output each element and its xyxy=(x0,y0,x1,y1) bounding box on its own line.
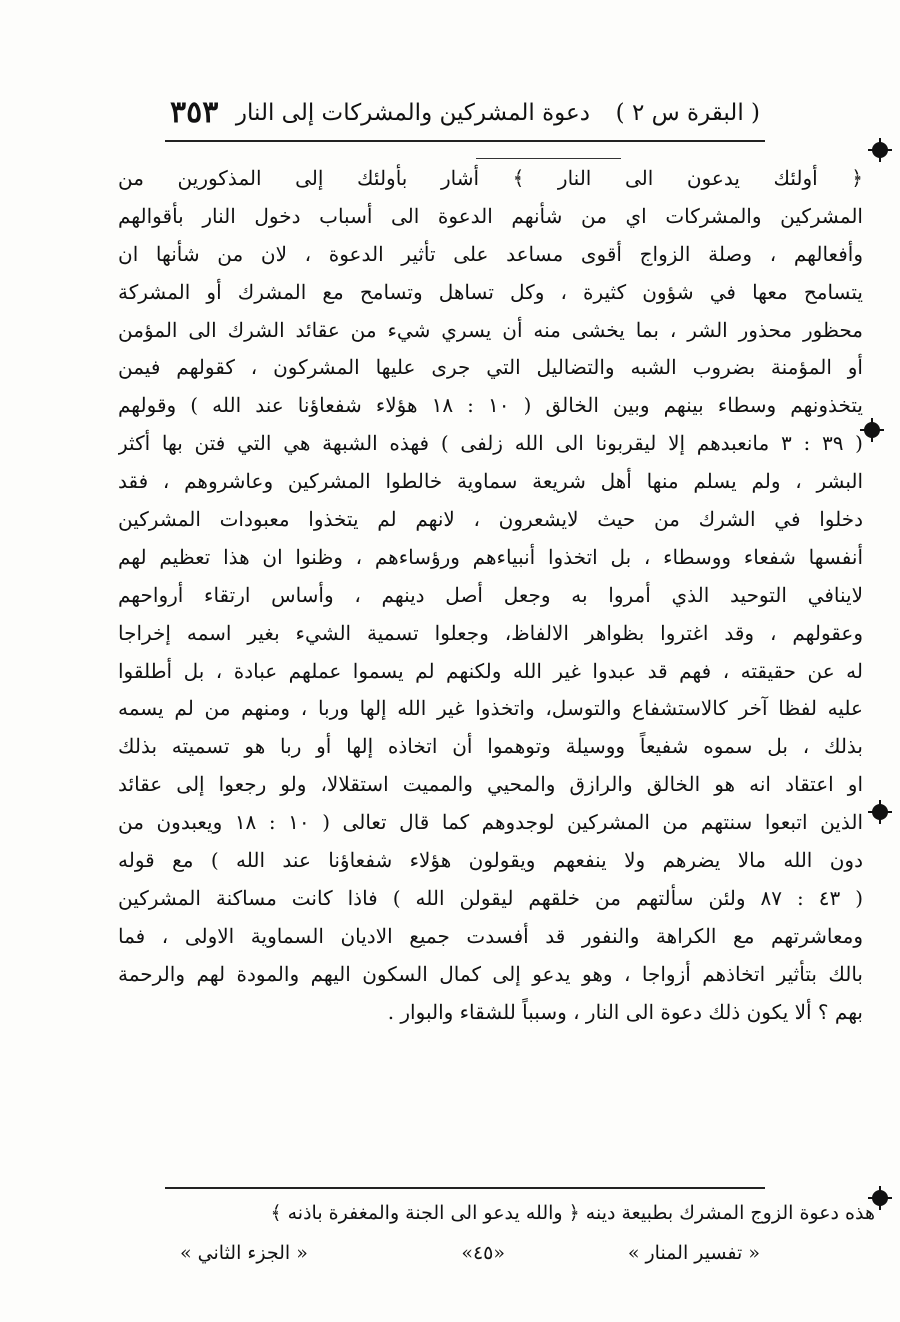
page-footer xyxy=(180,1236,760,1270)
text-line: ومعاشرتهم مع الكراهة والنفور قد أفسدت جميع الاديان السماوية الاولى ، فما xyxy=(118,923,863,948)
text-line: دخلوا في الشرك من حيث لايشعرون ، لانهم لم يتخذوا معبودات المشركين xyxy=(118,507,863,532)
text-line: لاينافي التوحيد الذي أمروا به وجعل أصل دينهم ، وأساس ارتقاء أرواحهم xyxy=(118,582,863,607)
page-header xyxy=(170,88,760,138)
overline-rule xyxy=(476,158,621,159)
footnote-rule xyxy=(165,1187,765,1189)
text-line: بهم ؟ ألا يكون ذلك دعوة الى النار ، وسبباً للشقاء والبوار . xyxy=(387,999,863,1024)
surah-reference: ( البقرة س ٢ ) xyxy=(615,100,760,126)
text-line: محظور محذور الشر ، بما يخشى منه أن يسري شيء من عقائد الشرك الى المؤمن xyxy=(118,317,863,342)
text-line: أو المؤمنة بضروب الشبه والتضاليل التي جرى عليها المشركون ، كقولهم فيمن xyxy=(118,355,863,380)
text-line: يتسامح معها في شؤون كثيرة ، وكل تساهل وتسامح مع المشرك أو المشركة xyxy=(118,279,863,304)
text-line: وعقولهم ، وقد اغتروا بظواهر الالفاظ، وجعلوا تسمية الشيء بغير اسمه إخراجا xyxy=(118,620,863,645)
text-line: بالك بتأثير اتخاذهم أزواجا ، وهو يدعو إلى كمال السكون اليهم والمودة لهم والرحمة xyxy=(118,961,863,986)
header-rule xyxy=(165,140,765,142)
body-text xyxy=(118,160,863,1185)
text-line: يتخذونهم وسطاء بينهم وبين الخالق ( ١٠ : ١٨ هؤلاء شفعاؤنا عند الله ) وقولهم xyxy=(118,393,863,418)
text-line: الذين اتبعوا سنتهم من المشركين لوجدوهم كما قال تعالى ( ١٠ : ١٨ ويعبدون من xyxy=(118,810,863,835)
binding-hole-icon xyxy=(864,422,880,438)
binding-hole-icon xyxy=(872,1190,888,1206)
text-line: المشركين والمشركات اي من شأنهم الدعوة الى أسباب دخول النار بأقوالهم xyxy=(118,203,863,228)
page-number: ٣٥٣ xyxy=(170,95,219,130)
running-title: دعوة المشركين والمشركات إلى النار xyxy=(235,100,590,126)
text-line: دون الله مالا يضرهم ولا ينفعهم ويقولون هؤلاء شفعاؤنا عند الله ) مع قوله xyxy=(118,848,863,873)
text-line: له عن حقيقته ، فهم قد عبدوا غير الله ولكنهم لم يسموا عملهم عبادة ، بل أطلقوا xyxy=(118,658,863,683)
text-line: عليه لفظا آخر كالاستشفاع والتوسل، واتخذوا غير الله إلها وربا ، ومنهم من لم يسمه xyxy=(118,696,863,721)
volume-part: « الجزء الثاني » xyxy=(180,1242,308,1264)
text-line: البشر ، ولم يسلم منها أهل شريعة سماوية خالطوا المشركين وعاشروهم ، فقد xyxy=(118,469,863,494)
text-line: ﴿ أولئك يدعون الى النار ﴾ أشار بأولئك إلى المذكورين من xyxy=(118,166,863,190)
footnote: هذه دعوة الزوج المشرك بطبيعة دينه ﴿ والله يدعو الى الجنة والمغفرة باذنه ﴾ xyxy=(270,1202,875,1224)
text-line: أنفسها شفعاء ووسطاء ، بل اتخذوا أنبياءهم ورؤساءهم ، وظنوا ان هذا تعظيم لهم xyxy=(118,544,863,569)
text-line: بذلك ، بل سموه شفيعاً ووسيلة وتوهموا أن اتخاذه إلها أو ربا هو تسميته بذلك xyxy=(118,734,863,759)
signature-number: «٤٥» xyxy=(461,1242,505,1264)
binding-hole-icon xyxy=(872,804,888,820)
text-line: ( ٣٩ : ٣ مانعبدهم إلا ليقربونا الى الله زلفى ) فهذه الشبهة هي التي فتن بها أكثر xyxy=(118,431,863,456)
book-title: « تفسير المنار » xyxy=(627,1242,760,1264)
text-line: ( ٤٣ : ٨٧ ولئن سألتهم من خلقهم ليقولن الله ) فاذا كانت مساكنة المشركين xyxy=(118,885,863,910)
text-line: او اعتقاد انه هو الخالق والرازق والمحيي والمميت استقلالا، ولو رجعوا إلى عقائد xyxy=(118,772,863,797)
binding-hole-icon xyxy=(872,142,888,158)
text-line: وأفعالهم ، وصلة الزواج أقوى مساعد على تأثير الدعوة ، لان من شأنها ان xyxy=(118,241,863,266)
